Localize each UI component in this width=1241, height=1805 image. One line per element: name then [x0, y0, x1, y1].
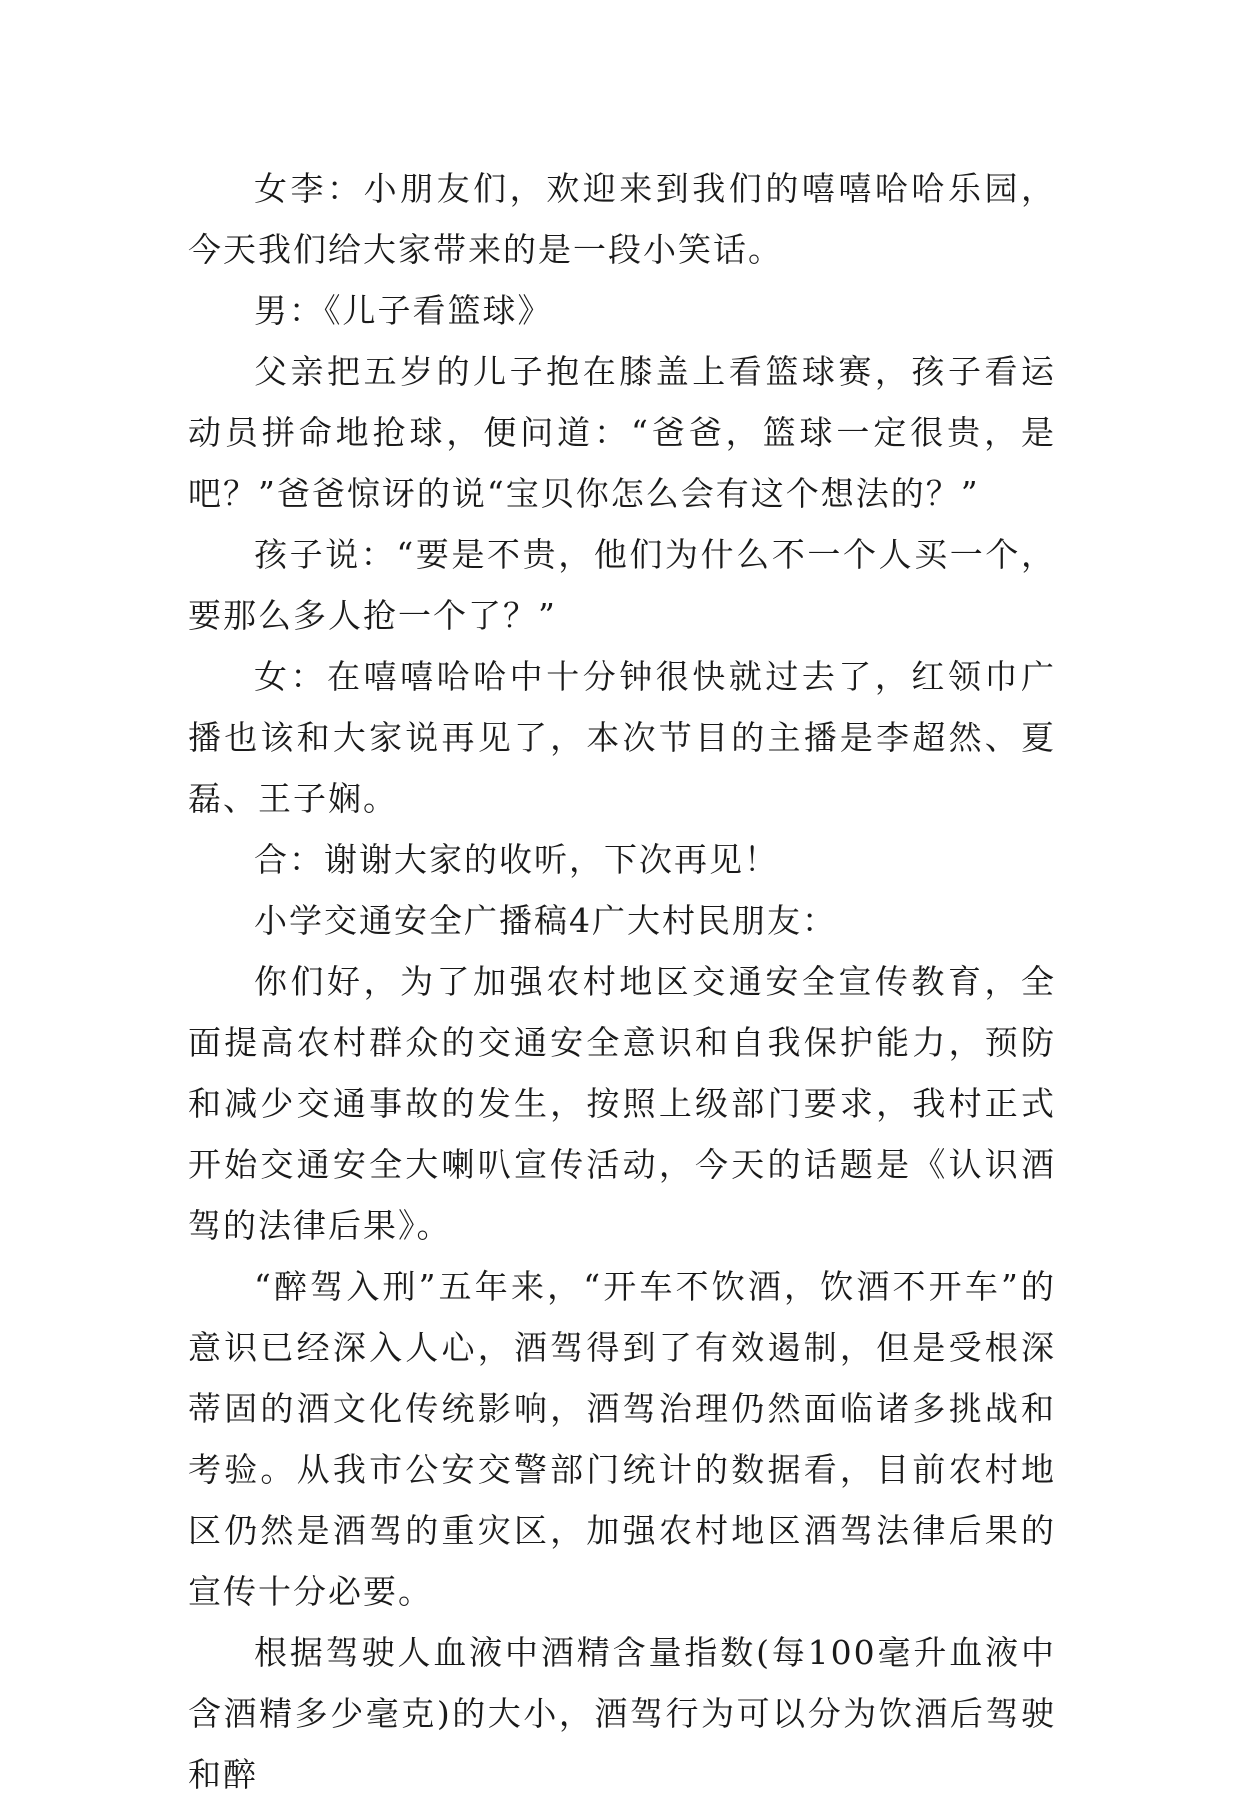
- paragraph-alcohol-levels: 根据驾驶人血液中酒精含量指数(每100毫升血液中含酒精多少毫克)的大小，酒驾行为可以分为饮酒后驾驶和醉: [188, 1633, 1056, 1794]
- paragraph-section-heading: 小学交通安全广播稿4广大村民朋友：: [254, 901, 837, 940]
- paragraph-joke-title: 男：《儿子看篮球》: [254, 291, 553, 330]
- paragraph-joke-punchline: 孩子说：“要是不贵，他们为什么不一个人买一个，要那么多人抢一个了？”: [188, 535, 1056, 635]
- paragraph-host-intro: 女李：小朋友们，欢迎来到我们的嘻嘻哈哈乐园，今天我们给大家带来的是一段小笑话。: [188, 169, 1056, 269]
- paragraph-joke-story: 父亲把五岁的儿子抱在膝盖上看篮球赛，孩子看运动员拼命地抢球，便问道：“爸爸，篮球一定很贵，是吧？”爸爸惊讶的说“宝贝你怎么会有这个想法的？”: [188, 352, 1056, 513]
- paragraph-drunk-driving: “醉驾入刑”五年来，“开车不饮酒，饮酒不开车”的意识已经深入人心，酒驾得到了有效遏制，但是受根深蒂固的酒文化传统影响，酒驾治理仍然面临诸多挑战和考验。从我市公安交警部门统计的数据看，目前农村地区仍然是酒驾的重灾区，加强农村地区酒驾法律后果的宣传十分必要。: [188, 1267, 1056, 1611]
- paragraph-greeting: 你们好，为了加强农村地区交通安全宣传教育，全面提高农村群众的交通安全意识和自我保护能力，预防和减少交通事故的发生，按照上级部门要求，我村正式开始交通安全大喇叭宣传活动，今天的话题是《认识酒驾的法律后果》。: [188, 962, 1056, 1245]
- paragraph-host-closing: 女：在嘻嘻哈哈中十分钟很快就过去了，红领巾广播也该和大家说再见了，本次节目的主播是李超然、夏磊、王子娴。: [188, 657, 1056, 818]
- paragraph-farewell: 合：谢谢大家的收听，下次再见！: [254, 840, 779, 879]
- document-body: [188, 158, 1056, 1805]
